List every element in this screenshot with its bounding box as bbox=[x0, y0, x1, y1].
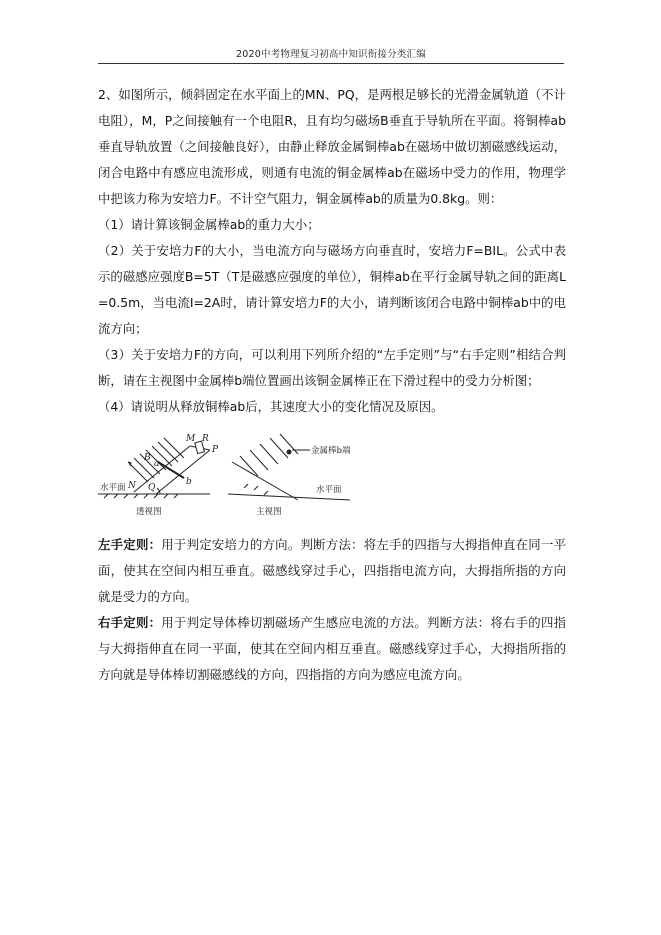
header-divider bbox=[98, 63, 564, 64]
caption-front: 主视图 bbox=[256, 507, 282, 517]
rod-end-dot bbox=[287, 450, 292, 455]
right-hand-rule-title: 右手定则： bbox=[98, 615, 162, 630]
ground-hatch bbox=[124, 494, 128, 498]
ground-hatch bbox=[244, 484, 248, 488]
field-line bbox=[164, 438, 184, 458]
figure-diagrams bbox=[98, 428, 398, 528]
field-line-front bbox=[260, 444, 278, 464]
ground-hatch bbox=[114, 494, 118, 498]
question-intro: 2、如图所示，倾斜固定在水平面上的MN、PQ，是两根足够长的光滑金属轨道（不计电阻），M，P之间接触有一个电阻R，且有均匀磁场B垂直于导轨所在平面。将铜棒ab垂直导轨放置（之间接触良好），由静止释放金属铜棒ab在磁场中做切割磁感线运动，闭合电路中有感应电流形成，则通有电流的铜金属棒ab在磁场中受力的作用，物理学中把该力称为安培力F。不计空气阻力，铜金属棒ab的质量为0.8kg。则： bbox=[98, 87, 566, 206]
right-hand-rule-body: 用于判定导体棒切割磁场产生感应电流的方法。判断方法：将右手的四指与大拇指伸直在同一平面，使其在空间内相互垂直。磁感线穿过手心，大拇指所指的方向就是导体棒切割磁感线的方向，四指指的方向为感应电流方向。 bbox=[98, 615, 567, 682]
ground-hatch bbox=[134, 494, 138, 498]
field-line bbox=[158, 442, 178, 462]
label-n: N bbox=[128, 481, 136, 491]
ground-hatch bbox=[264, 491, 268, 495]
question-part-3: （3）关于安培力F的方向，可以利用下列所介绍的“左手定则”与“右手定则”相结合判断，请在主视图中金属棒b端位置画出该铜金属棒正在下滑过程中的受力分析图； bbox=[98, 347, 566, 388]
ground-hatch bbox=[174, 494, 178, 498]
left-hand-rule bbox=[98, 532, 566, 610]
question-part-4: （4）请说明从释放铜棒ab后，其速度大小的变化情况及原因。 bbox=[98, 399, 444, 414]
field-line-front bbox=[240, 456, 258, 476]
label-r: R bbox=[202, 434, 209, 444]
rail-mn bbox=[134, 446, 190, 492]
question-part-1: （1）请计算该铜金属棒ab的重力大小； bbox=[98, 217, 320, 232]
ground-hatch bbox=[144, 494, 148, 498]
label-m: M bbox=[186, 434, 196, 444]
page-header: 2020中考物理复习初高中知识衔接分类汇编 bbox=[236, 49, 426, 60]
right-hand-rule bbox=[98, 610, 566, 688]
label-a: a bbox=[154, 459, 160, 469]
question-body bbox=[98, 82, 566, 688]
ground-hatch bbox=[154, 494, 158, 498]
label-p: P bbox=[212, 445, 219, 455]
left-hand-rule-title: 左手定则： bbox=[98, 537, 162, 552]
ground-hatch bbox=[254, 486, 258, 490]
caption-perspective: 透视图 bbox=[136, 507, 162, 517]
ground-hatch bbox=[104, 494, 108, 498]
field-line-front bbox=[270, 438, 288, 458]
field-line-front bbox=[250, 450, 268, 470]
question-part-2: （2）关于安培力F的大小，当电流方向与磁场方向垂直时，安培力F=BIL。公式中表示的磁感应强度B=5T（T是磁感应强度的单位），铜棒ab在平行金属导轨之间的距离L=0.5m，当电流I=2A时，请计算安培力F的大小，请判断该闭合电路中铜棒ab中的电流方向； bbox=[98, 243, 566, 336]
perspective-labels bbox=[127, 434, 219, 493]
label-rod-end: 金属棒b端 bbox=[311, 446, 351, 456]
label-ground-left: 水平面 bbox=[100, 483, 126, 493]
label-b-end: b bbox=[186, 477, 192, 487]
ground-hatch bbox=[164, 494, 168, 498]
label-ground-right: 水平面 bbox=[316, 485, 342, 495]
label-q: Q bbox=[148, 483, 156, 493]
field-line bbox=[128, 462, 148, 482]
left-hand-rule-body: 用于判定安培力的方向。判断方法：将左手的四指与大拇指伸直在同一平面，使其在空间内相互垂直。磁感线穿过手心，四指指电流方向，大拇指所指的方向就是受力的方向。 bbox=[98, 537, 567, 604]
label-b-field: B bbox=[144, 453, 151, 463]
figure-svg bbox=[98, 428, 398, 528]
